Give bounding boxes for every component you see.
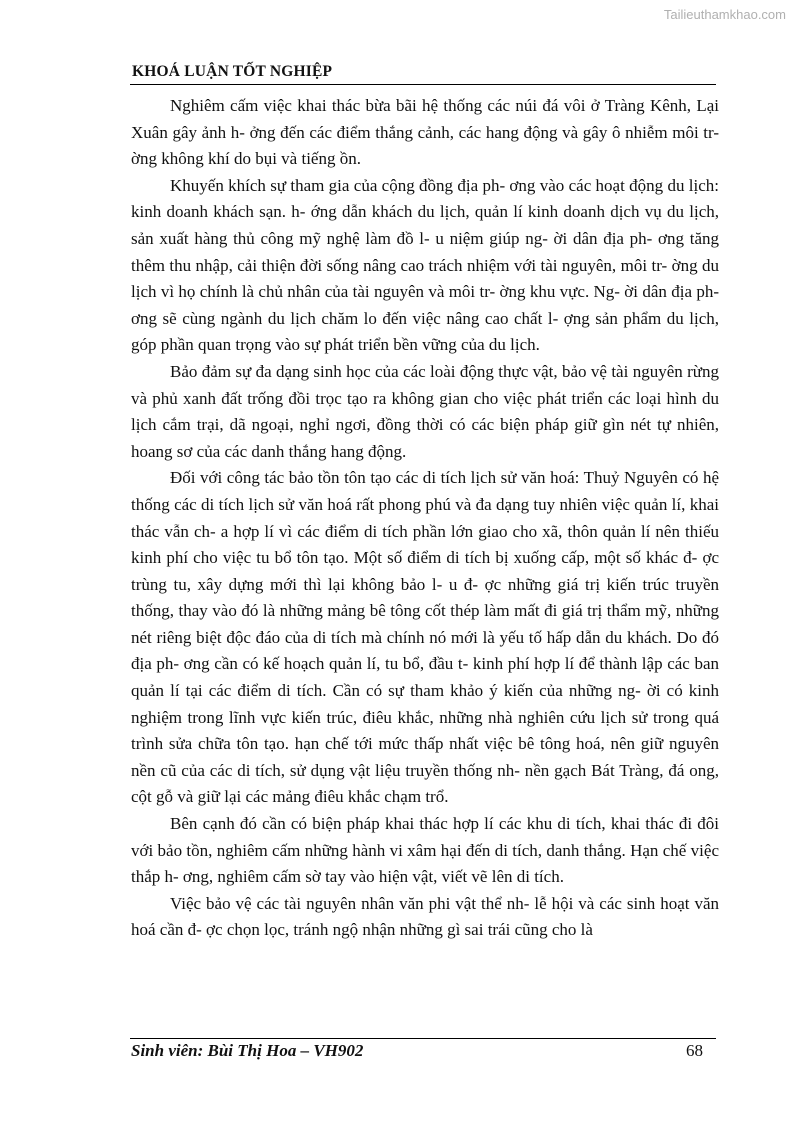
header-divider — [130, 84, 716, 85]
paragraph-3: Bảo đảm sự đa dạng sinh học của các loài động thực vật, bảo vệ tài nguyên rừng và phủ xanh đất trống đồi trọc tạo ra không gian cho việc phát triển các loại hình du lịch cắm trại, dã ngoại, nghỉ ngơi, đồng thời có các biện pháp giữ gìn nét tự nhiên, hoang sơ của các danh thắng hang động. — [131, 361, 719, 461]
footer-divider — [130, 1038, 716, 1039]
watermark: Tailieuthamkhao.com — [663, 7, 786, 22]
paragraph-4: Đối với công tác bảo tồn tôn tạo các di tích lịch sử văn hoá: Thuỷ Nguyên có hệ thống các di tích lịch sử văn hoá rất phong phú và đa dạng tuy nhiên việc quản lí, khai thác vẫn ch- a hợp lí vì các điểm di tích phần lớn giao cho xã, thôn quản lí nên thiếu kinh phí cho việc tu bổ tôn tạo. Một số điểm di tích bị xuống cấp, một số khác đ- ợc trùng tu, xây dựng mới thì lại không bảo l- u đ- ợc những giá trị kiến trúc truyền thống, thay vào đó là những mảng bê tông cốt thép làm mất đi giá trị thẩm mỹ, những nét riêng biệt độc đáo của di tích mà chính nó mới là yếu tố hấp dẫn du khách. Do đó địa ph- ơng cần có kế hoạch quản lí, tu bổ, đầu t- kinh phí hợp lí để thành lập các ban quản lí tại các điểm di tích. Cần có sự tham khảo ý kiến của những ng- ời có kinh nghiệm trong lĩnh vực kiến trúc, điêu khắc, những nhà nghiên cứu lịch sử trong quá trình sửa chữa tôn tạo. hạn chế tới mức thấp nhất việc bê tông hoá, nên giữ nguyên nền cũ của các di tích, sử dụng vật liệu truyền thống nh- nền gạch Bát Tràng, đá ong, cột gỗ và giữ lại các mảng điêu khắc chạm trổ. — [131, 468, 719, 807]
paragraph-5: Bên cạnh đó cần có biện pháp khai thác hợp lí các khu di tích, khai thác đi đôi với bảo tồn, nghiêm cấm những hành vi xâm hại đến di tích, danh thắng. Hạn chế việc thắp h- ơng, nghiêm cấm sờ tay vào hiện vật, viết vẽ lên di tích. — [131, 814, 719, 887]
running-header: KHOÁ LUẬN TỐT NGHIỆP — [132, 63, 333, 80]
page-number: 68 — [686, 1041, 703, 1060]
paragraph-6: Việc bảo vệ các tài nguyên nhân văn phi vật thể nh- lễ hội và các sinh hoạt văn hoá cần đ- ợc chọn lọc, tránh ngộ nhận những gì sai trái cũng cho là — [131, 893, 719, 940]
body-text — [131, 93, 719, 944]
paragraph-2: Khuyến khích sự tham gia của cộng đồng địa ph- ơng vào các hoạt động du lịch: kinh doanh khách sạn. h- ớng dẫn khách du lịch, quản lí kinh doanh dịch vụ du lịch, sản xuất hàng thủ công mỹ nghệ làm đồ l- u niệm giúp ng- ời dân địa ph- ơng tăng thêm thu nhập, cải thiện đời sống nâng cao trách nhiệm với tài nguyên, môi tr- ờng du lịch vì họ chính là chủ nhân của tài nguyên và môi tr- ờng khu vực. Ng- ời dân địa ph- ơng sẽ cùng ngành du lịch chăm lo đến việc nâng cao chất l- ợng sản phẩm du lịch, góp phần quan trọng vào sự phát triển bền vững của du lịch. — [131, 175, 719, 355]
footer-author: Sinh viên: Bùi Thị Hoa – VH902 — [131, 1041, 364, 1060]
paragraph-1: Nghiêm cấm việc khai thác bừa bãi hệ thống các núi đá vôi ở Tràng Kênh, Lại Xuân gây ảnh h- ởng đến các điểm thắng cảnh, các hang động và gây ô nhiễm môi tr- ờng không khí do bụi và tiếng ồn. — [131, 96, 719, 169]
